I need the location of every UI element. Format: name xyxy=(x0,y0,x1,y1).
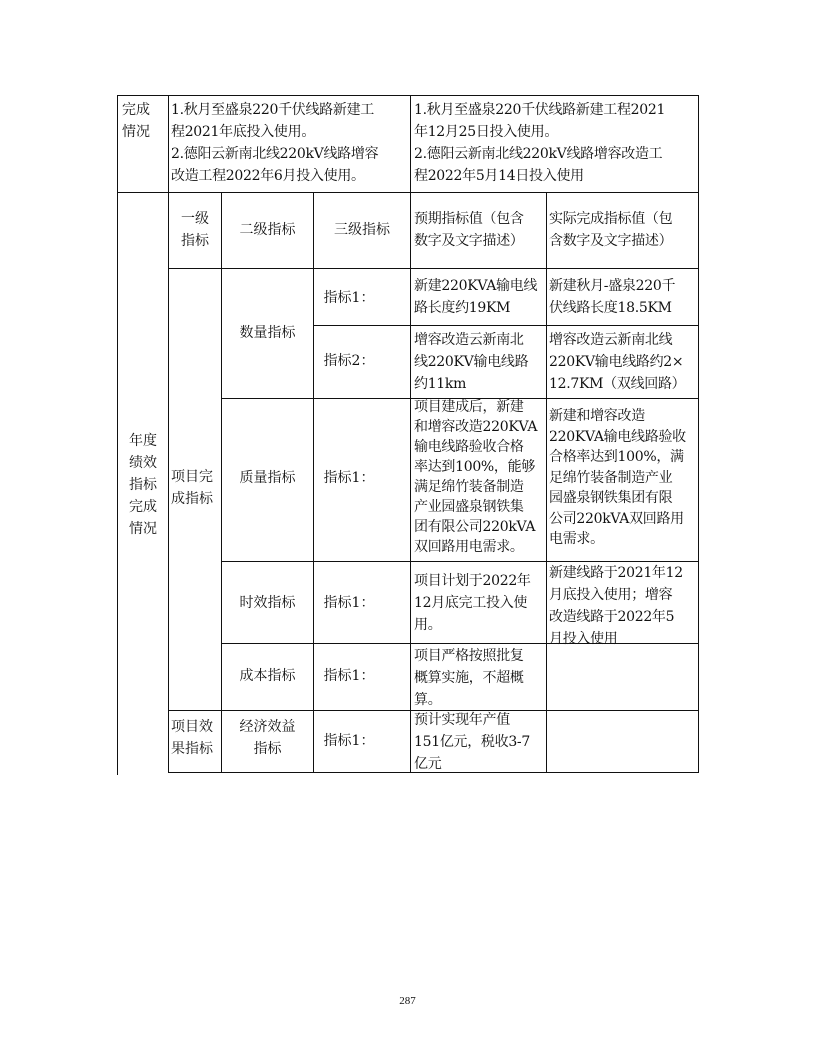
quality-actual: 新建和增容改造 220KVA输电线路验收 合格率达到100%，满 足绵竹装备制造产业 园盛泉钢铁集团有限 公司220kVA双回路用 电需求。 xyxy=(549,408,686,547)
table-border xyxy=(117,192,699,193)
quantity-row2-expected: 增容改造云新南北 线220KV输电线路 约11km xyxy=(414,332,529,392)
header-level3: 三级指标 xyxy=(334,222,390,238)
header-actual: 实际完成指标值（包 含数字及文字描述） xyxy=(549,211,673,249)
quantity-row2-actual: 增容改造云新南北线 220KV输电线路约2× 12.7KM（双线回路） xyxy=(549,332,686,392)
timeliness-indicator: 指标1： xyxy=(323,595,375,611)
table-border xyxy=(168,95,169,773)
quality-indicator: 指标1： xyxy=(323,470,375,486)
economic-indicator: 指标1： xyxy=(323,733,375,749)
economic-expected: 预计实现年产值 151亿元，税收3-7 亿元 xyxy=(414,712,530,772)
table-border xyxy=(168,268,698,269)
group-project-completion: 项目完 成指标 xyxy=(171,469,213,507)
annual-performance-label: 年度 绩效 指标 完成 情况 xyxy=(129,433,157,537)
page-number: 287 xyxy=(399,995,416,1007)
economic-label: 经济效益 指标 xyxy=(239,719,296,757)
timeliness-label: 时效指标 xyxy=(239,595,296,611)
timeliness-actual: 新建线路于2021年12 月底投入使用；增容 改造线路于2022年5 月投入使用 xyxy=(549,565,683,647)
quantity-row1-expected: 新建220KVA输电线 路长度约19KM xyxy=(414,278,538,316)
cost-label: 成本指标 xyxy=(239,668,296,684)
quality-expected: 项目建成后，新建 和增容改造220KVA 输电线路验收合格 率达到100%，能够 满足绵竹装备制造 产业园盛泉钢铁集 团有限公司220kVA 双回路用电需求。 xyxy=(414,399,538,555)
completion-actual-text: 1.秋月至盛泉220千伏线路新建工程2021 年12月25日投入使用。 2.德阳云新南北线220kV线路增容改造工 程2022年5月14日投入使用 xyxy=(414,102,666,184)
cost-expected: 项目严格按照批复 概算实施，不超概 算。 xyxy=(414,648,524,708)
group-project-effect: 项目效 果指标 xyxy=(171,719,213,757)
quantity-row2-indicator: 指标2： xyxy=(323,353,375,369)
header-expected: 预期指标值（包含 数字及文字描述） xyxy=(414,211,524,249)
timeliness-expected: 项目计划于2022年 12月底完工投入使 用。 xyxy=(414,573,531,633)
header-level1: 一级 指标 xyxy=(181,211,209,249)
completion-label: 完成 情况 xyxy=(122,102,150,140)
quantity-row1-actual: 新建秋月-盛泉220千 伏线路长度18.5KM xyxy=(549,278,676,316)
quantity-row1-indicator: 指标1： xyxy=(323,290,375,306)
header-level2: 二级指标 xyxy=(239,222,296,238)
quantity-label: 数量指标 xyxy=(239,325,296,341)
cost-indicator: 指标1： xyxy=(323,668,375,684)
completion-planned-text: 1.秋月至盛泉220千伏线路新建工 程2021年底投入使用。 2.德阳云新南北线220kV线路增容 改造工程2022年6月投入使用。 xyxy=(171,102,379,184)
table-border xyxy=(313,325,698,326)
table-border xyxy=(410,192,411,773)
quality-label: 质量指标 xyxy=(239,470,296,486)
table-border-top xyxy=(117,95,699,96)
